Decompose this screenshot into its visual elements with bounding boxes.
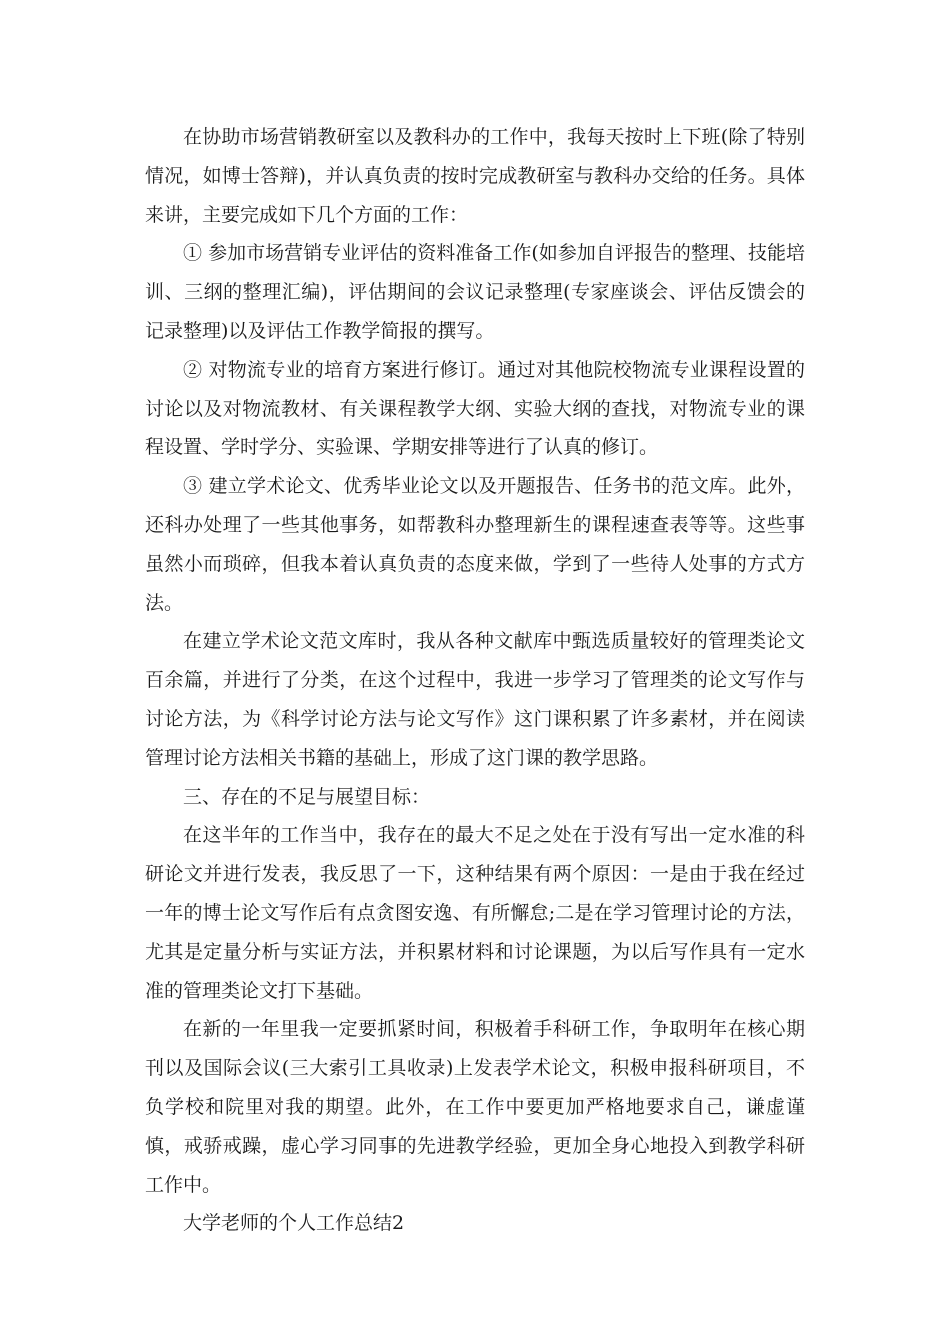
paragraph-work-intro: 在协助市场营销教研室以及教科办的工作中，我每天按时上下班(除了特别情况，如博士答辩)，并认真负责的按时完成教研室与教科办交给的任务。具体来讲，主要完成如下几个方面的工作： bbox=[145, 126, 805, 226]
summary-title-2: 大学老师的个人工作总结2 bbox=[183, 1212, 405, 1235]
section-heading-shortcomings: 三、存在的不足与展望目标： bbox=[183, 785, 431, 808]
paragraph-item-3-library: ③ 建立学术论文、优秀毕业论文以及开题报告、任务书的范文库。此外，还科办处理了一些其他事务，如帮教科办整理新生的课程速查表等等。这些事虽然小而琐碎，但我本着认真负责的态度来做，学到了一些待人处事的方式方法。 bbox=[145, 475, 805, 614]
document-body bbox=[145, 118, 805, 1243]
paragraph-item-2-curriculum: ② 对物流专业的培育方案进行修订。通过对其他院校物流专业课程设置的讨论以及对物流教材、有关课程教学大纲、实验大纲的查找，对物流专业的课程设置、学时学分、实验课、学期安排等进行了认真的修订。 bbox=[145, 358, 805, 459]
paragraph-goals: 在新的一年里我一定要抓紧时间，积极着手科研工作，争取明年在核心期刊以及国际会议(三大索引工具收录)上发表学术论文，积极申报科研项目，不负学校和院里对我的期望。此外，在工作中要更加严格地要求自己，谦虚谨慎，戒骄戒躁，虚心学习同事的先进教学经验，更加全身心地投入到教学科研工作中。 bbox=[145, 1018, 805, 1196]
paragraph-item-1-evaluation: ① 参加市场营销专业评估的资料准备工作(如参加自评报告的整理、技能培训、三纲的整理汇编)，评估期间的会议记录整理(专家座谈会、评估反馈会的记录整理)以及评估工作教学简报的撰写。 bbox=[145, 242, 805, 342]
paragraph-shortcomings: 在这半年的工作当中，我存在的最大不足之处在于没有写出一定水准的科研论文并进行发表，我反思了一下，这种结果有两个原因：一是由于我在经过一年的博士论文写作后有点贪图安逸、有所懈怠;二是在学习管理讨论的方法，尤其是定量分析与实证方法，并积累材料和讨论课题，为以后写作具有一定水准的管理类论文打下基础。 bbox=[145, 824, 805, 1002]
paragraph-paper-library: 在建立学术论文范文库时，我从各种文献库中甄选质量较好的管理类论文百余篇，并进行了分类，在这个过程中，我进一步学习了管理类的论文写作与讨论方法，为《科学讨论方法与论文写作》这门课积累了许多素材，并在阅读管理讨论方法相关书籍的基础上，形成了这门课的教学思路。 bbox=[145, 630, 805, 769]
